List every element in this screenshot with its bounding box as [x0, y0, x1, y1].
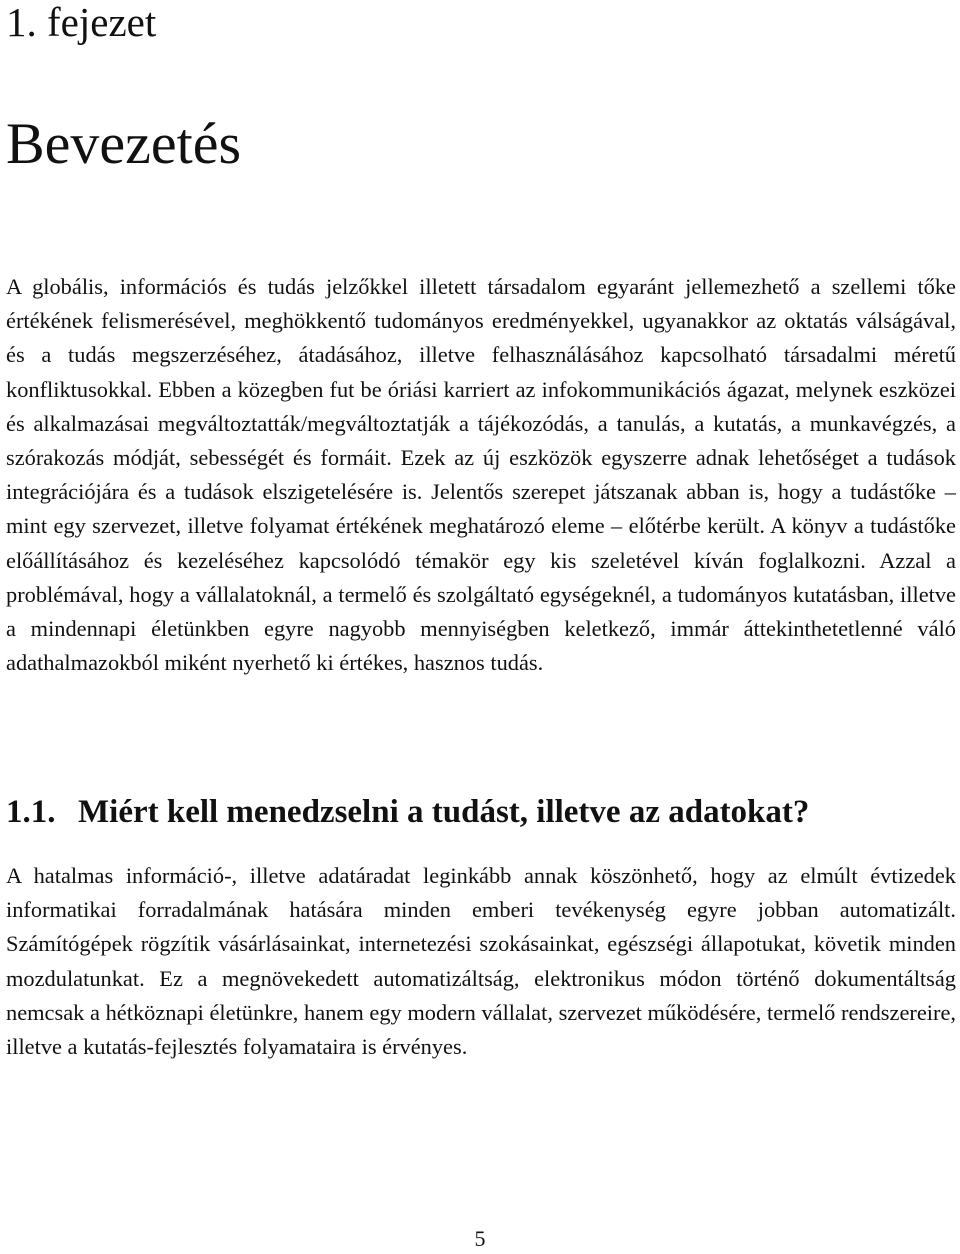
page-number: 5	[474, 1226, 486, 1251]
chapter-title: Bevezetés	[6, 111, 242, 176]
intro-paragraph: A globális, információs és tudás jelzőkkel illetett társadalom egyaránt jellemezhető a szellemi tőke értékének felismerésével, meghökkentő tudományos eredményekkel, ugyanakkor az oktatás válságával, és a tudás megszerzéséhez, átadásához, illetve felhasználásához kapcsolható társadalmi méretű konfliktusokkal. Ebben a közegben fut be óriási karriert az infokommunikációs ágazat, melynek eszközei és alkalmazásai megváltoztatták/megváltoztatják a tájékozódás, a tanulás, a kutatás, a munkavégzés, a szórakozás módját, sebességét és formáit. Ezek az új eszközök egyszerre adnak lehetőséget a tudások integrációjára és a tudások elszigetelésére is. Jelentős szerepet játszanak abban is, hogy a tudástőke – mint egy szervezet, illetve folyamat értékének meghatározó eleme – előtérbe került. A könyv a tudástőke előállításához és kezeléséhez kapcsolódó témakör egy kis szeletével kíván foglalkozni. Azzal a problémával, hogy a vállalatoknál, a termelő és szolgáltató egységeknél, a tudományos kutatásban, illetve a mindennapi életünkben egyre nagyobb mennyiségben keletkező, immár áttekinthetetlenné váló adathalmazokból miként nyerhető ki értékes, hasznos tudás.	[6, 274, 956, 676]
section-title: Miért kell menedzselni a tudást, illetve az adatokat?	[78, 794, 810, 830]
chapter-label: 1. fejezet	[6, 0, 157, 45]
section-paragraph: A hatalmas információ-, illetve adatáradat leginkább annak köszönhető, hogy az elmúlt évtizedek informatikai forradalmának hatására minden emberi tevékenység egyre jobban automatizált. Számítógépek rögzítik vásárlásainkat, internetezési szokásainkat, egészségi állapotukat, követik minden mozdulatunkat. Ez a megnövekedett automatizáltság, elektronikus módon történő dokumentáltság nemcsak a hétköznapi életünkre, hanem egy modern vállalat, szervezet működésére, termelő rendszereire, illetve a kutatás-fejlesztés folyamataira is érvényes.	[6, 863, 956, 1060]
section-heading	[6, 792, 809, 832]
section-number: 1.1.	[6, 794, 56, 830]
